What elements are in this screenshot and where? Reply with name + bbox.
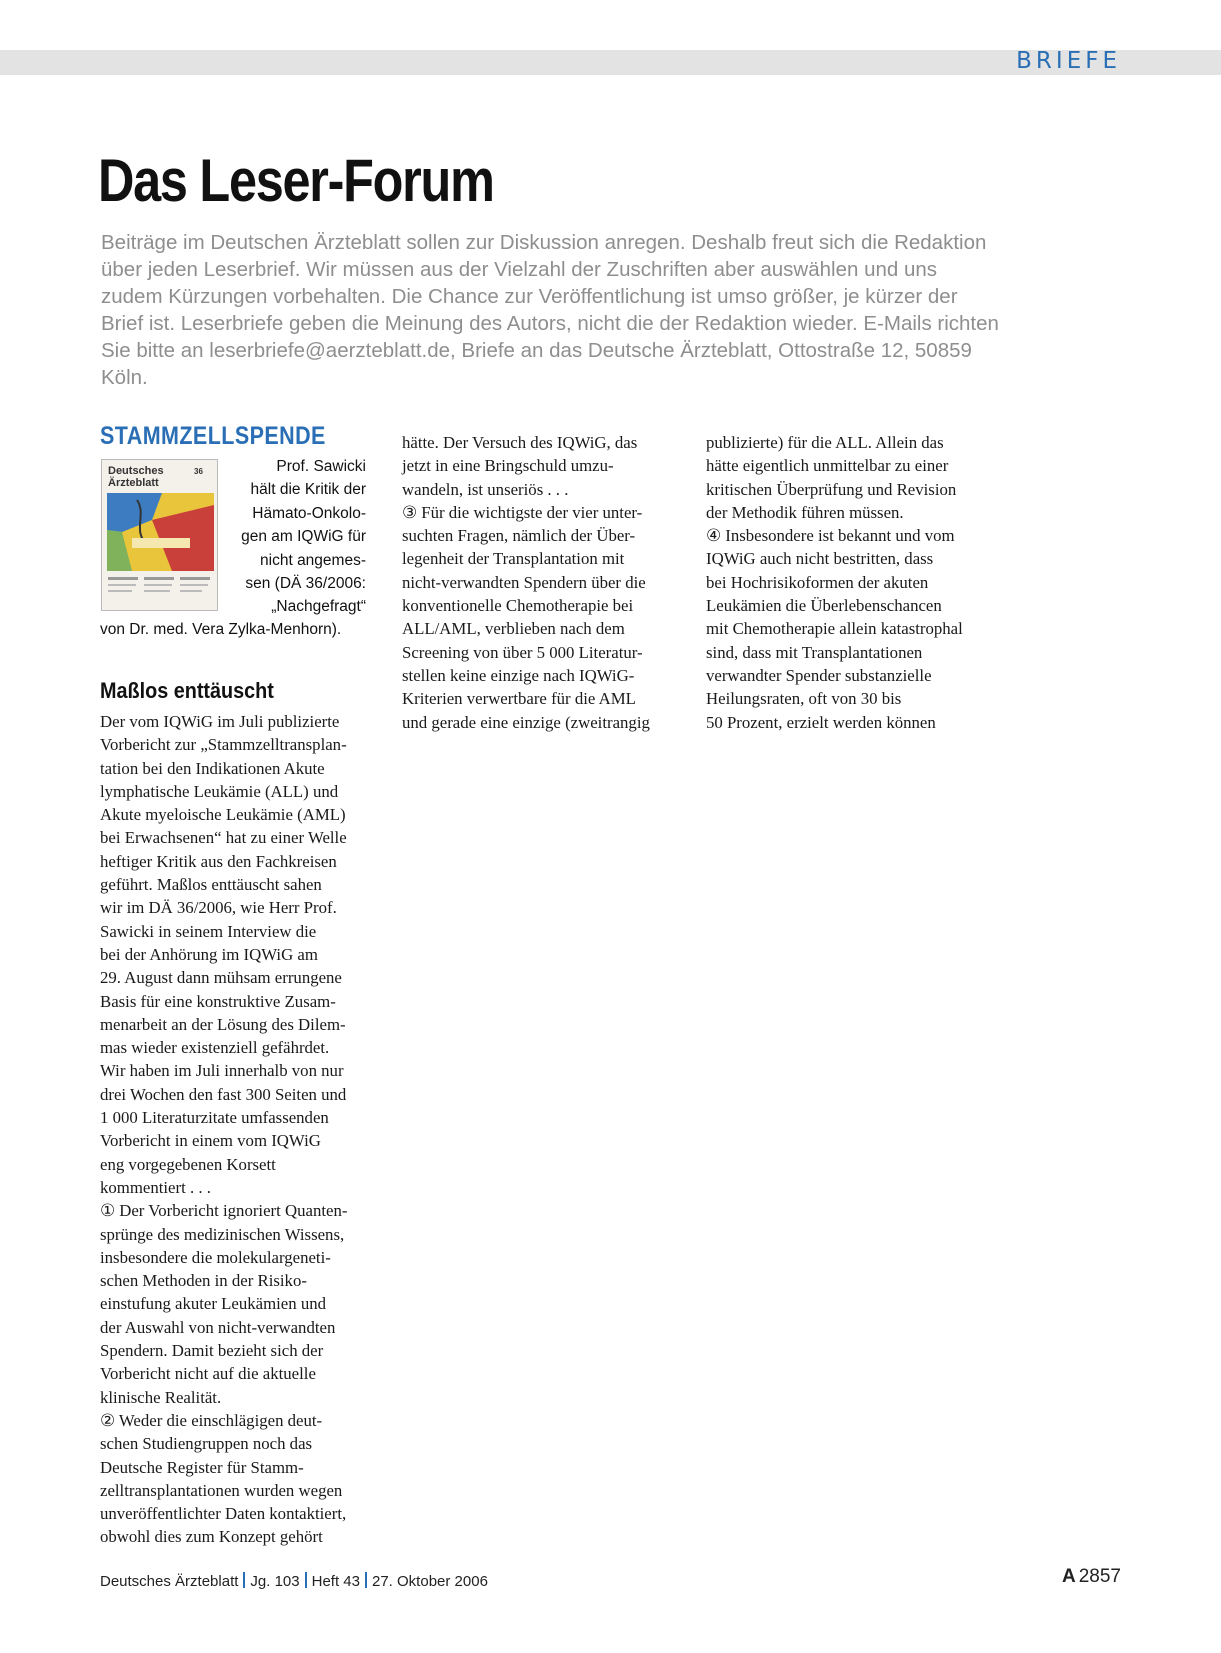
text-line: eng vorgegebenen Korsett [100,1154,276,1174]
text-line: lymphatische Leukämie (ALL) und [100,781,339,801]
text-line: Heilungsraten, oft von 30 bis [706,689,902,709]
letter-headline: Maßlos enttäuscht [100,678,274,703]
footer-separator [243,1572,245,1588]
text-line: Kriterien verwertbare für die AML [402,689,636,709]
caption-tail: von Dr. med. Vera Zylka-Menhorn). [100,621,342,638]
page-prefix: A [1061,1566,1076,1587]
text-column-1 [100,710,392,1549]
text-line: hätte. Der Versuch des IQWiG, das [402,433,638,452]
text-line: klinische Realität. [100,1387,222,1407]
page-number [1062,1566,1121,1588]
text-line: ④ Insbesondere ist bekannt und vom [706,526,955,546]
text-line: zelltransplantationen wurden wegen [100,1480,343,1500]
text-line: einstufung akuter Leukämien und [100,1294,327,1314]
text-line: 29. August dann mühsam errungene [100,968,342,988]
text-line: IQWiG auch nicht bestritten, dass [706,549,934,569]
topic-caption [226,455,366,619]
text-line: nicht-verwandten Spendern über die [402,572,646,592]
footer-separator [305,1572,307,1588]
text-line: wandeln, ist unseriös . . . [402,479,569,499]
text-line: 50 Prozent, erzielt werden können [706,712,936,732]
text-line: Deutsche Register für Stamm- [100,1457,304,1477]
caption-line: „Nachgefragt“ [271,598,366,616]
text-line: ② Weder die einschlägigen deut- [100,1410,323,1430]
text-line: stellen keine einzige nach IQWiG- [402,665,635,685]
text-line: bei Erwachsenen“ hat zu einer Welle [100,828,347,848]
page-title: Das Leser-Forum [98,147,494,214]
topic-kicker: STAMMZELLSPENDE [100,422,326,450]
caption-line: Hämato-Onkolo- [252,504,366,522]
thumb-masthead: Deutsches [108,465,164,477]
text-line: kommentiert . . . [100,1177,211,1197]
text-line: jetzt in eine Bringschuld umzu- [402,456,614,476]
text-line: insbesondere die molekulargeneti- [100,1247,331,1267]
text-line: ③ Für die wichtigste der vier unter- [402,502,643,522]
text-line: Akute myeloische Leukämie (AML) [100,805,346,825]
caption-line: gen am IQWiG für [241,528,366,546]
text-line: legenheit der Transplantation mit [402,549,625,569]
text-line: schen Methoden in der Risiko- [100,1271,307,1291]
text-line: Vorbericht zur „Stammzelltransplan- [100,735,347,755]
text-column-3 [706,431,1001,734]
text-line: heftiger Kritik aus den Fachkreisen [100,851,337,871]
footer-date: 27. Oktober 2006 [372,1573,488,1590]
text-line: 1 000 Literaturzitate umfassenden [100,1108,329,1128]
page-number-value: 2857 [1078,1566,1121,1587]
text-line: ALL/AML, verblieben nach dem [402,619,625,639]
text-line: Spendern. Damit bezieht sich der [100,1341,324,1361]
text-column-2 [402,431,692,734]
intro-paragraph: Beiträge im Deutschen Ärzteblatt sollen zur Diskussion anregen. Deshalb freut sich die Redaktion über jeden Leserbrief. Wir müssen aus der Vielzahl der Zuschriften aber auswählen und uns zudem Kürzungen vorbehalten. Die Chance zur Veröffentlichung ist umso größer, je kürzer der Brief ist. Leserbriefe geben die Meinung des Autors, nicht die der Redaktion wieder. E-Mails richten Sie bitte an leserbriefe@aerzteblatt.de, Briefe an das Deutsche Ärzteblatt, Ottostraße 12, 50859 Köln. [101,231,999,389]
text-line: Sawicki in seinem Interview die [100,921,317,941]
cover-thumbnail [101,459,218,611]
text-line: geführt. Maßlos enttäuscht sahen [100,875,322,895]
section-label: BRIEFE [1016,48,1121,74]
text-line: publizierte) für die ALL. Allein das [706,433,944,452]
text-line: ① Der Vorbericht ignoriert Quanten- [100,1201,348,1221]
caption-line: Prof. Sawicki [276,458,366,475]
text-line: tation bei den Indikationen Akute [100,758,325,778]
footer-info [100,1572,488,1590]
text-line: wir im DÄ 36/2006, wie Herr Prof. [100,898,337,918]
text-line: Vorbericht nicht auf die aktuelle [100,1364,316,1384]
text-line: hätte eigentlich unmittelbar zu einer [706,456,949,476]
text-line: mas wieder existenziell gefährdet. [100,1038,330,1058]
text-line: obwohl dies zum Konzept gehört [100,1527,323,1547]
text-line: suchten Fragen, nämlich der Über- [402,526,636,546]
text-line: Screening von über 5 000 Literatur- [402,642,643,662]
text-line: verwandter Spender substanzielle [706,665,932,685]
text-line: bei Hochrisikoformen der akuten [706,572,929,592]
footer-volume: Jg. 103 [250,1573,300,1590]
text-line: schen Studiengruppen noch das [100,1434,313,1454]
text-line: sind, dass mit Transplantationen [706,642,923,662]
text-line: Wir haben im Juli innerhalb von nur [100,1061,344,1081]
thumb-issue: 36 [194,467,203,476]
text-line: Basis für eine konstruktive Zusam- [100,991,336,1011]
caption-line: nicht angemes- [260,551,366,569]
text-line: drei Wochen den fast 300 Seiten und [100,1084,347,1104]
footer-separator [365,1572,367,1588]
text-line: der Methodik führen müssen. [706,502,904,522]
text-line: der Auswahl von nicht-verwandten [100,1317,336,1337]
text-line: bei der Anhörung im IQWiG am [100,944,318,964]
text-line: Vorbericht in einem vom IQWiG [100,1131,321,1151]
text-line: Der vom IQWiG im Juli publizierte [100,712,340,731]
text-line: kritischen Überprüfung und Revision [706,479,957,499]
text-line: Leukämien die Überlebenschancen [706,596,942,616]
footer-issue: Heft 43 [311,1573,360,1590]
thumb-masthead-2: Ärzteblatt [108,477,159,489]
text-line: konventionelle Chemotherapie bei [402,596,634,616]
footer-journal: Deutsches Ärzteblatt [100,1573,239,1590]
text-line: unveröffentlichter Daten kontaktiert, [100,1504,347,1524]
text-line: mit Chemotherapie allein katastrophal [706,619,963,639]
caption-line: sen (DÄ 36/2006: [245,575,366,593]
text-line: sprünge des medizinischen Wissens, [100,1224,345,1244]
text-line: menarbeit an der Lösung des Dilem- [100,1014,346,1034]
caption-line: hält die Kritik der [250,481,366,499]
text-line: und gerade eine einzige (zweitrangig [402,712,650,732]
